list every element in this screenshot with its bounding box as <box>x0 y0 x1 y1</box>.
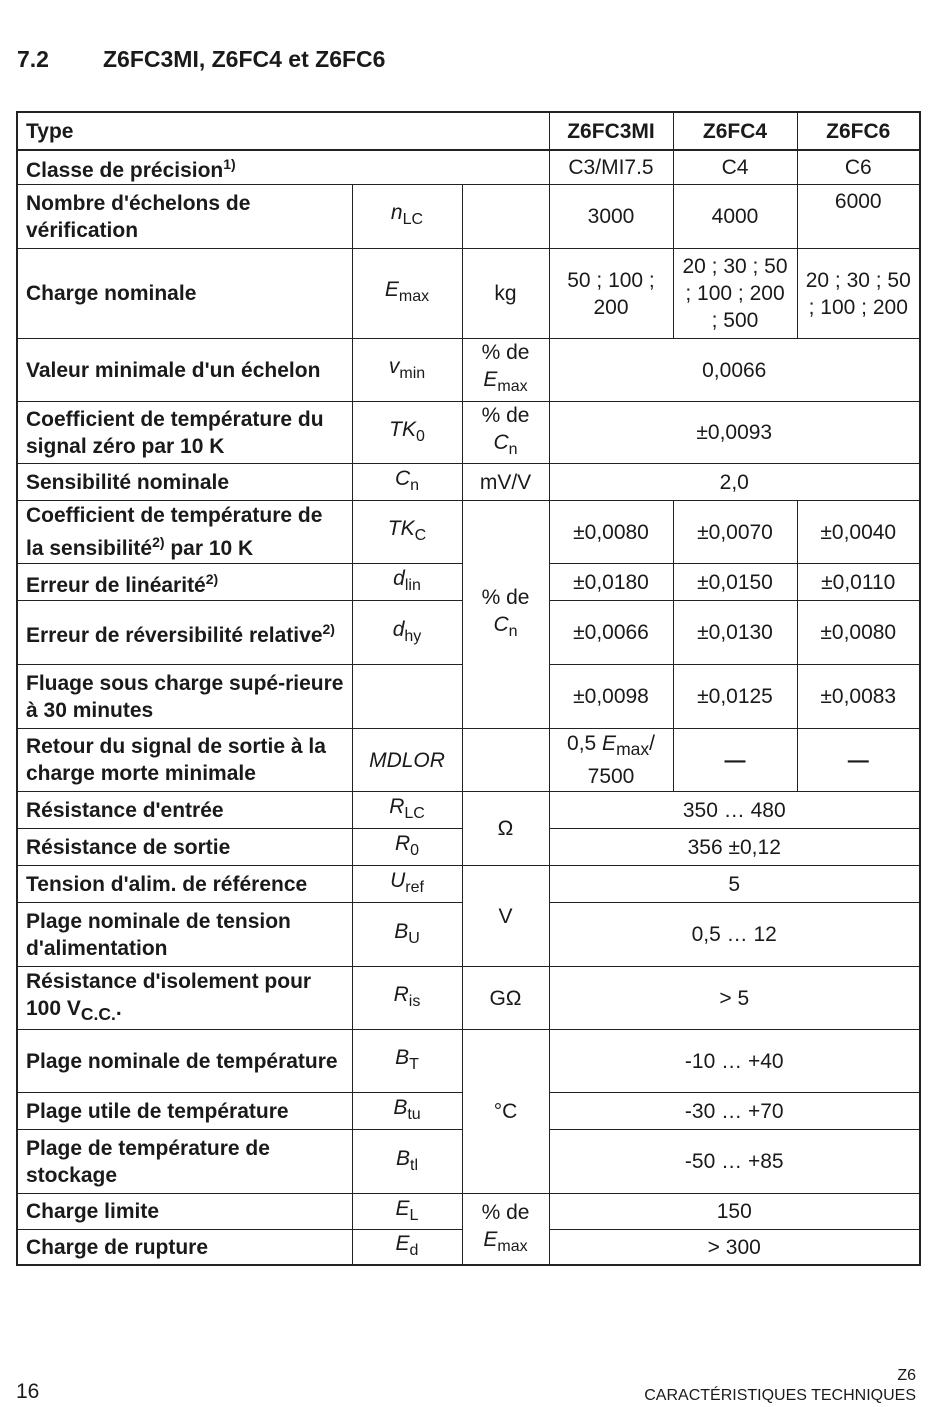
table-cell: C4 <box>673 150 797 185</box>
table-row <box>17 866 920 903</box>
table-cell: ±0,0110 <box>797 564 920 601</box>
model-header: Z6FC6 <box>797 112 920 150</box>
table-row <box>17 464 920 501</box>
table-cell: > 5 <box>549 967 920 1030</box>
spec-table <box>16 111 921 1266</box>
row-label: Charge limite <box>17 1194 352 1230</box>
section-number: 7.2 <box>17 46 49 72</box>
row-label: Classe de précision$^{1)}$ <box>17 150 549 185</box>
symbol-cell: $E_L$ <box>352 1194 462 1230</box>
row-label: Plage nominale de tension d'alimentation <box>17 903 352 967</box>
section-name: CARACTÉRISTIQUES TECHNIQUES <box>644 1387 916 1404</box>
unit-cell <box>462 185 549 249</box>
row-label: Résistance d'isolement pour 100 $V_{C.C.}$. <box>17 967 352 1030</box>
table-row <box>17 150 920 185</box>
table-row <box>17 339 920 402</box>
row-label: Valeur minimale d'un échelon <box>17 339 352 402</box>
unit-cell: % de $C_n$ <box>462 402 549 464</box>
table-row <box>17 729 920 792</box>
table-cell: ±0,0040 <box>797 501 920 564</box>
table-cell: C6 <box>797 150 920 185</box>
row-label: Tension d'alim. de référence <box>17 866 352 903</box>
symbol-cell: MDLOR <box>352 729 462 792</box>
row-label: Plage nominale de température <box>17 1030 352 1093</box>
table-cell: ±0,0125 <box>673 665 797 729</box>
row-label: Sensibilité nominale <box>17 464 352 501</box>
running-footer <box>644 1366 916 1406</box>
unit-cell: Ω <box>462 792 549 866</box>
unit-cell: % de $E_{max}$ <box>462 1194 549 1266</box>
table-cell: ±0,0080 <box>549 501 673 564</box>
table-cell: 0,5 … 12 <box>549 903 920 967</box>
symbol-cell: $d_{hy}$ <box>352 601 462 665</box>
symbol-cell: $C_n$ <box>352 464 462 501</box>
table-cell: ±0,0130 <box>673 601 797 665</box>
table-cell: ±0,0070 <box>673 501 797 564</box>
table-header-row <box>17 112 920 150</box>
symbol-cell: $n_{LC}$ <box>352 185 462 249</box>
symbol-cell: $TK_0$ <box>352 402 462 464</box>
table-cell: 5 <box>549 866 920 903</box>
table-cell: ±0,0180 <box>549 564 673 601</box>
unit-cell: % de $C_n$ <box>462 501 549 729</box>
table-row <box>17 249 920 339</box>
unit-cell: kg <box>462 249 549 339</box>
unit-cell: mV/V <box>462 464 549 501</box>
page-number: 16 <box>16 1380 40 1403</box>
row-label: Plage de température de stockage <box>17 1130 352 1194</box>
symbol-cell: $U_{ref}$ <box>352 866 462 903</box>
table-cell: 50 ; 100 ; 200 <box>549 249 673 339</box>
table-cell: 0,0066 <box>549 339 920 402</box>
table-cell: C3/MI7.5 <box>549 150 673 185</box>
table-cell: 2,0 <box>549 464 920 501</box>
table-cell: -30 … +70 <box>549 1093 920 1130</box>
table-cell: ±0,0083 <box>797 665 920 729</box>
unit-cell: GΩ <box>462 967 549 1030</box>
dash-cell: — <box>673 729 797 792</box>
table-cell: ±0,0093 <box>549 402 920 464</box>
unit-cell: % de $E_{max}$ <box>462 339 549 402</box>
symbol-cell: $E_d$ <box>352 1230 462 1266</box>
table-row <box>17 967 920 1030</box>
table-cell: 20 ; 30 ; 50 ; 100 ; 200 ; 500 <box>673 249 797 339</box>
table-cell: ±0,0066 <box>549 601 673 665</box>
symbol-cell: $d_{lin}$ <box>352 564 462 601</box>
table-row <box>17 402 920 464</box>
row-label: Erreur de linéarité$^{2)}$ <box>17 564 352 601</box>
symbol-cell: $v_{min}$ <box>352 339 462 402</box>
symbol-cell: $TK_C$ <box>352 501 462 564</box>
row-label: Charge de rupture <box>17 1230 352 1266</box>
type-header: Type <box>17 112 549 150</box>
table-row <box>17 792 920 829</box>
row-label: Coefficient de température de la sensibilité$^{2)}$ par 10 K <box>17 501 352 564</box>
table-cell: 6000 <box>797 185 920 249</box>
model-header: Z6FC4 <box>673 112 797 150</box>
table-cell: -50 … +85 <box>549 1130 920 1194</box>
table-cell: 4000 <box>673 185 797 249</box>
row-label: Retour du signal de sortie à la charge morte minimale <box>17 729 352 792</box>
row-label: Charge nominale <box>17 249 352 339</box>
unit-cell: °C <box>462 1030 549 1194</box>
table-row <box>17 1030 920 1093</box>
dash-cell: — <box>797 729 920 792</box>
symbol-cell: $R_{LC}$ <box>352 792 462 829</box>
symbol-cell: $B_T$ <box>352 1030 462 1093</box>
table-cell: 20 ; 30 ; 50 ; 100 ; 200 <box>797 249 920 339</box>
symbol-cell: $R_0$ <box>352 829 462 866</box>
table-row <box>17 185 920 249</box>
row-label: Coefficient de température du signal zéro par 10 K <box>17 402 352 464</box>
table-cell: 350 … 480 <box>549 792 920 829</box>
section-title: Z6FC3MI, Z6FC4 et Z6FC6 <box>103 46 386 72</box>
symbol-cell: $R_{is}$ <box>352 967 462 1030</box>
symbol-cell: $B_{tl}$ <box>352 1130 462 1194</box>
section-heading <box>17 46 385 73</box>
row-label: Erreur de réversibilité relative$^{2)}$ <box>17 601 352 665</box>
row-label: Plage utile de température <box>17 1093 352 1130</box>
table-cell: ±0,0098 <box>549 665 673 729</box>
table-cell: 150 <box>549 1194 920 1230</box>
table-cell: ±0,0150 <box>673 564 797 601</box>
symbol-cell <box>352 665 462 729</box>
table-cell: 356 ±0,12 <box>549 829 920 866</box>
model-header: Z6FC3MI <box>549 112 673 150</box>
table-cell: 3000 <box>549 185 673 249</box>
table-cell: > 300 <box>549 1230 920 1266</box>
row-label: Résistance d'entrée <box>17 792 352 829</box>
table-cell: 0,5 $E_{max}/$ 7500 <box>549 729 673 792</box>
table-cell: -10 … +40 <box>549 1030 920 1093</box>
unit-cell: V <box>462 866 549 967</box>
table-row <box>17 1194 920 1230</box>
row-label: Fluage sous charge supé-rieure à 30 minutes <box>17 665 352 729</box>
table-cell: ±0,0080 <box>797 601 920 665</box>
row-label: Nombre d'échelons de vérification <box>17 185 352 249</box>
table-row <box>17 501 920 564</box>
symbol-cell: $E_{max}$ <box>352 249 462 339</box>
unit-cell <box>462 729 549 792</box>
row-label: Résistance de sortie <box>17 829 352 866</box>
symbol-cell: $B_{tu}$ <box>352 1093 462 1130</box>
symbol-cell: $B_U$ <box>352 903 462 967</box>
document-name: Z6 <box>897 1367 916 1384</box>
